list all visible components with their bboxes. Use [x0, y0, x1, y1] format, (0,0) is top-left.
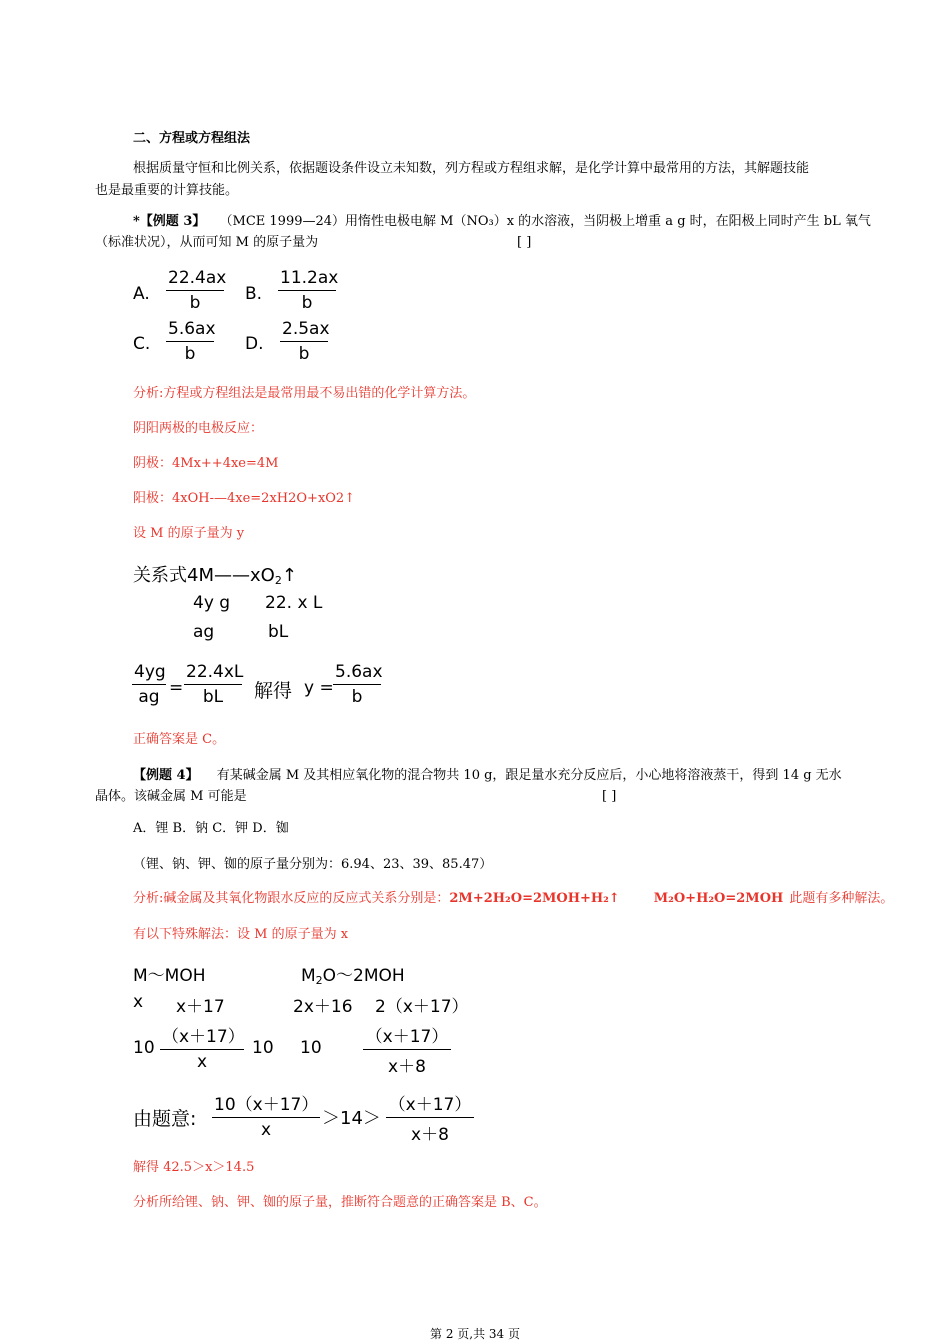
ratio-row3-fraction-1-num: （x＋17）: [160, 1022, 244, 1050]
option-a-denominator: b: [189, 293, 201, 313]
option-c-numerator: 5.6ax: [166, 319, 214, 342]
relation-subscript: 2: [274, 574, 282, 587]
page-number-footer: 第 2 页,共 34 页: [430, 1327, 520, 1341]
intro-line-2: 也是最重要的计算技能。: [95, 183, 239, 198]
equation-y-equals: y =: [304, 678, 334, 698]
equation-fraction-1: [132, 662, 166, 707]
setup-variable: 设 M 的原子量为 y: [133, 526, 245, 541]
ratio-row1-right: [301, 961, 405, 987]
condition-middle: ＞14＞: [322, 1108, 381, 1129]
reaction-metal-water: 2M+2H₂O=2MOH+H₂↑: [449, 891, 620, 906]
equation-fraction-1-num: 4yg: [132, 662, 166, 685]
relation-row1-left: 4y g: [193, 593, 231, 613]
ratio-row3-fraction-2-den: x＋8: [388, 1057, 426, 1077]
condition-fraction-1-num: 10（x＋17）: [212, 1090, 320, 1118]
example4-line-2: 晶体。该碱金属 M 可能是: [95, 789, 247, 804]
example4-atomic-masses: （锂、钠、钾、铷的原子量分别为：6.94、23、39、85.47）: [133, 857, 493, 872]
equation-fraction-3-den: b: [351, 687, 363, 707]
option-c-fraction: [166, 319, 214, 364]
example3-line-1: [133, 211, 871, 233]
condition-fraction-2: [386, 1090, 474, 1145]
relation-label: 关系式4M——xO: [133, 565, 275, 586]
ratio-row2-d: 2（x＋17）: [375, 997, 469, 1017]
option-c-letter: C.: [133, 334, 151, 354]
equation-fraction-3-num: 5.6ax: [333, 662, 381, 685]
example3-label: *【例题 3】: [133, 214, 206, 229]
equation-fraction-1-den: ag: [138, 687, 160, 707]
section-title: 二、方程或方程组法: [133, 131, 251, 146]
example3-answer-bracket: [ ]: [517, 235, 532, 250]
example3-line-2: （标准状况），从而可知 M 的原子量为: [95, 235, 319, 250]
condition-fraction-1: [212, 1090, 320, 1140]
option-d-fraction: [280, 319, 328, 364]
example4-label: 【例题 4】: [133, 768, 199, 783]
equation-equals-1: =: [169, 678, 184, 698]
option-d-numerator: 2.5ax: [280, 319, 328, 342]
example3-answer: 正确答案是 C。: [133, 732, 226, 747]
option-b-letter: B.: [245, 284, 263, 304]
relation-row1-right: 22. x L: [265, 593, 323, 613]
anode-reaction: 阳极：4xOH-—4xe=2xH2O+xO2↑: [133, 491, 356, 506]
ratio-row3-fraction-2-num: （x＋17）: [363, 1022, 451, 1050]
example4-line-1: [133, 765, 842, 787]
ratio-m: M: [301, 966, 316, 986]
ratio-row2-b: x＋17: [176, 997, 225, 1017]
electrode-intro: 阴阳两极的电极反应：: [133, 421, 264, 436]
ratio-row2-a: x: [133, 992, 144, 1012]
equation-fraction-3: [333, 662, 381, 707]
analysis-suffix: 此题有多种解法。: [789, 891, 894, 906]
ratio-row3-fraction-2: [363, 1022, 451, 1077]
condition-label: 由题意:: [133, 1108, 197, 1130]
equation-solve-label: 解得: [254, 680, 293, 702]
ratio-row3-b: 10: [252, 1038, 274, 1058]
relation-formula: [133, 561, 297, 587]
example4-choices: A．锂 B．钠 C．钾 D．铷: [133, 821, 289, 836]
equation-fraction-2: [184, 662, 242, 707]
example4-text: 有某碱金属 M 及其相应氧化物的混合物共 10 g，跟足量水充分反应后，小心地将溶液蒸干，得到 14 g 无水: [216, 768, 842, 783]
condition-fraction-1-den: x: [260, 1120, 272, 1140]
ratio-row3-fraction-1-den: x: [196, 1052, 208, 1072]
example3-analysis: 分析:方程或方程组法是最常用最不易出错的化学计算方法。: [133, 386, 476, 401]
option-c-denominator: b: [184, 344, 196, 364]
example4-solution: 解得 42.5＞x＞14.5: [133, 1160, 255, 1175]
option-a-letter: A.: [133, 284, 150, 304]
condition-fraction-2-den: x＋8: [411, 1125, 449, 1145]
example3-text: （MCE 1999—24）用惰性电极电解 M（NO₃）x 的水溶液，当阴极上增重 a g 时，在阳极上同时产生 bL 氧气: [219, 214, 871, 229]
condition-fraction-2-num: （x＋17）: [386, 1090, 474, 1118]
example4-answer-bracket: [ ]: [602, 789, 617, 804]
equation-fraction-2-den: bL: [202, 687, 224, 707]
option-d-letter: D.: [245, 334, 264, 354]
cathode-reaction: 阴极：4Mx++4xe=4M: [133, 456, 279, 471]
intro-line-1: 根据质量守恒和比例关系，依据题设条件设立未知数，列方程或方程组求解，是化学计算中最常用的方法，其解题技能: [133, 161, 810, 176]
example4-special-method: 有以下特殊解法：设 M 的原子量为 x: [133, 927, 349, 942]
option-a-numerator: 22.4ax: [166, 268, 224, 291]
relation-row2-right: bL: [268, 622, 289, 642]
ratio-row2-c: 2x＋16: [293, 997, 353, 1017]
ratio-row3-c: 10: [300, 1038, 322, 1058]
equation-fraction-2-num: 22.4xL: [184, 662, 242, 685]
up-arrow-icon: ↑: [281, 565, 297, 586]
ratio-subscript: 2: [315, 974, 323, 987]
relation-row2-left: ag: [193, 622, 215, 642]
option-b-numerator: 11.2ax: [278, 268, 336, 291]
example4-analysis: [133, 888, 893, 910]
ratio-row1-left: M～MOH: [133, 966, 206, 986]
reaction-oxide-water: M₂O+H₂O=2MOH: [653, 891, 784, 906]
ratio-row3-fraction-1: [160, 1022, 244, 1072]
option-d-denominator: b: [298, 344, 310, 364]
analysis-prefix: 分析:碱金属及其氧化物跟水反应的反应式关系分别是：: [133, 891, 450, 906]
option-a-fraction: [166, 268, 227, 313]
example4-conclusion: 分析所给锂、钠、钾、铷的原子量，推断符合题意的正确答案是 B、C。: [133, 1195, 547, 1210]
option-b-denominator: b: [301, 293, 313, 313]
option-b-fraction: [278, 268, 339, 313]
ratio-rest: O～2MOH: [322, 966, 405, 986]
ratio-row3-a: 10: [133, 1038, 155, 1058]
